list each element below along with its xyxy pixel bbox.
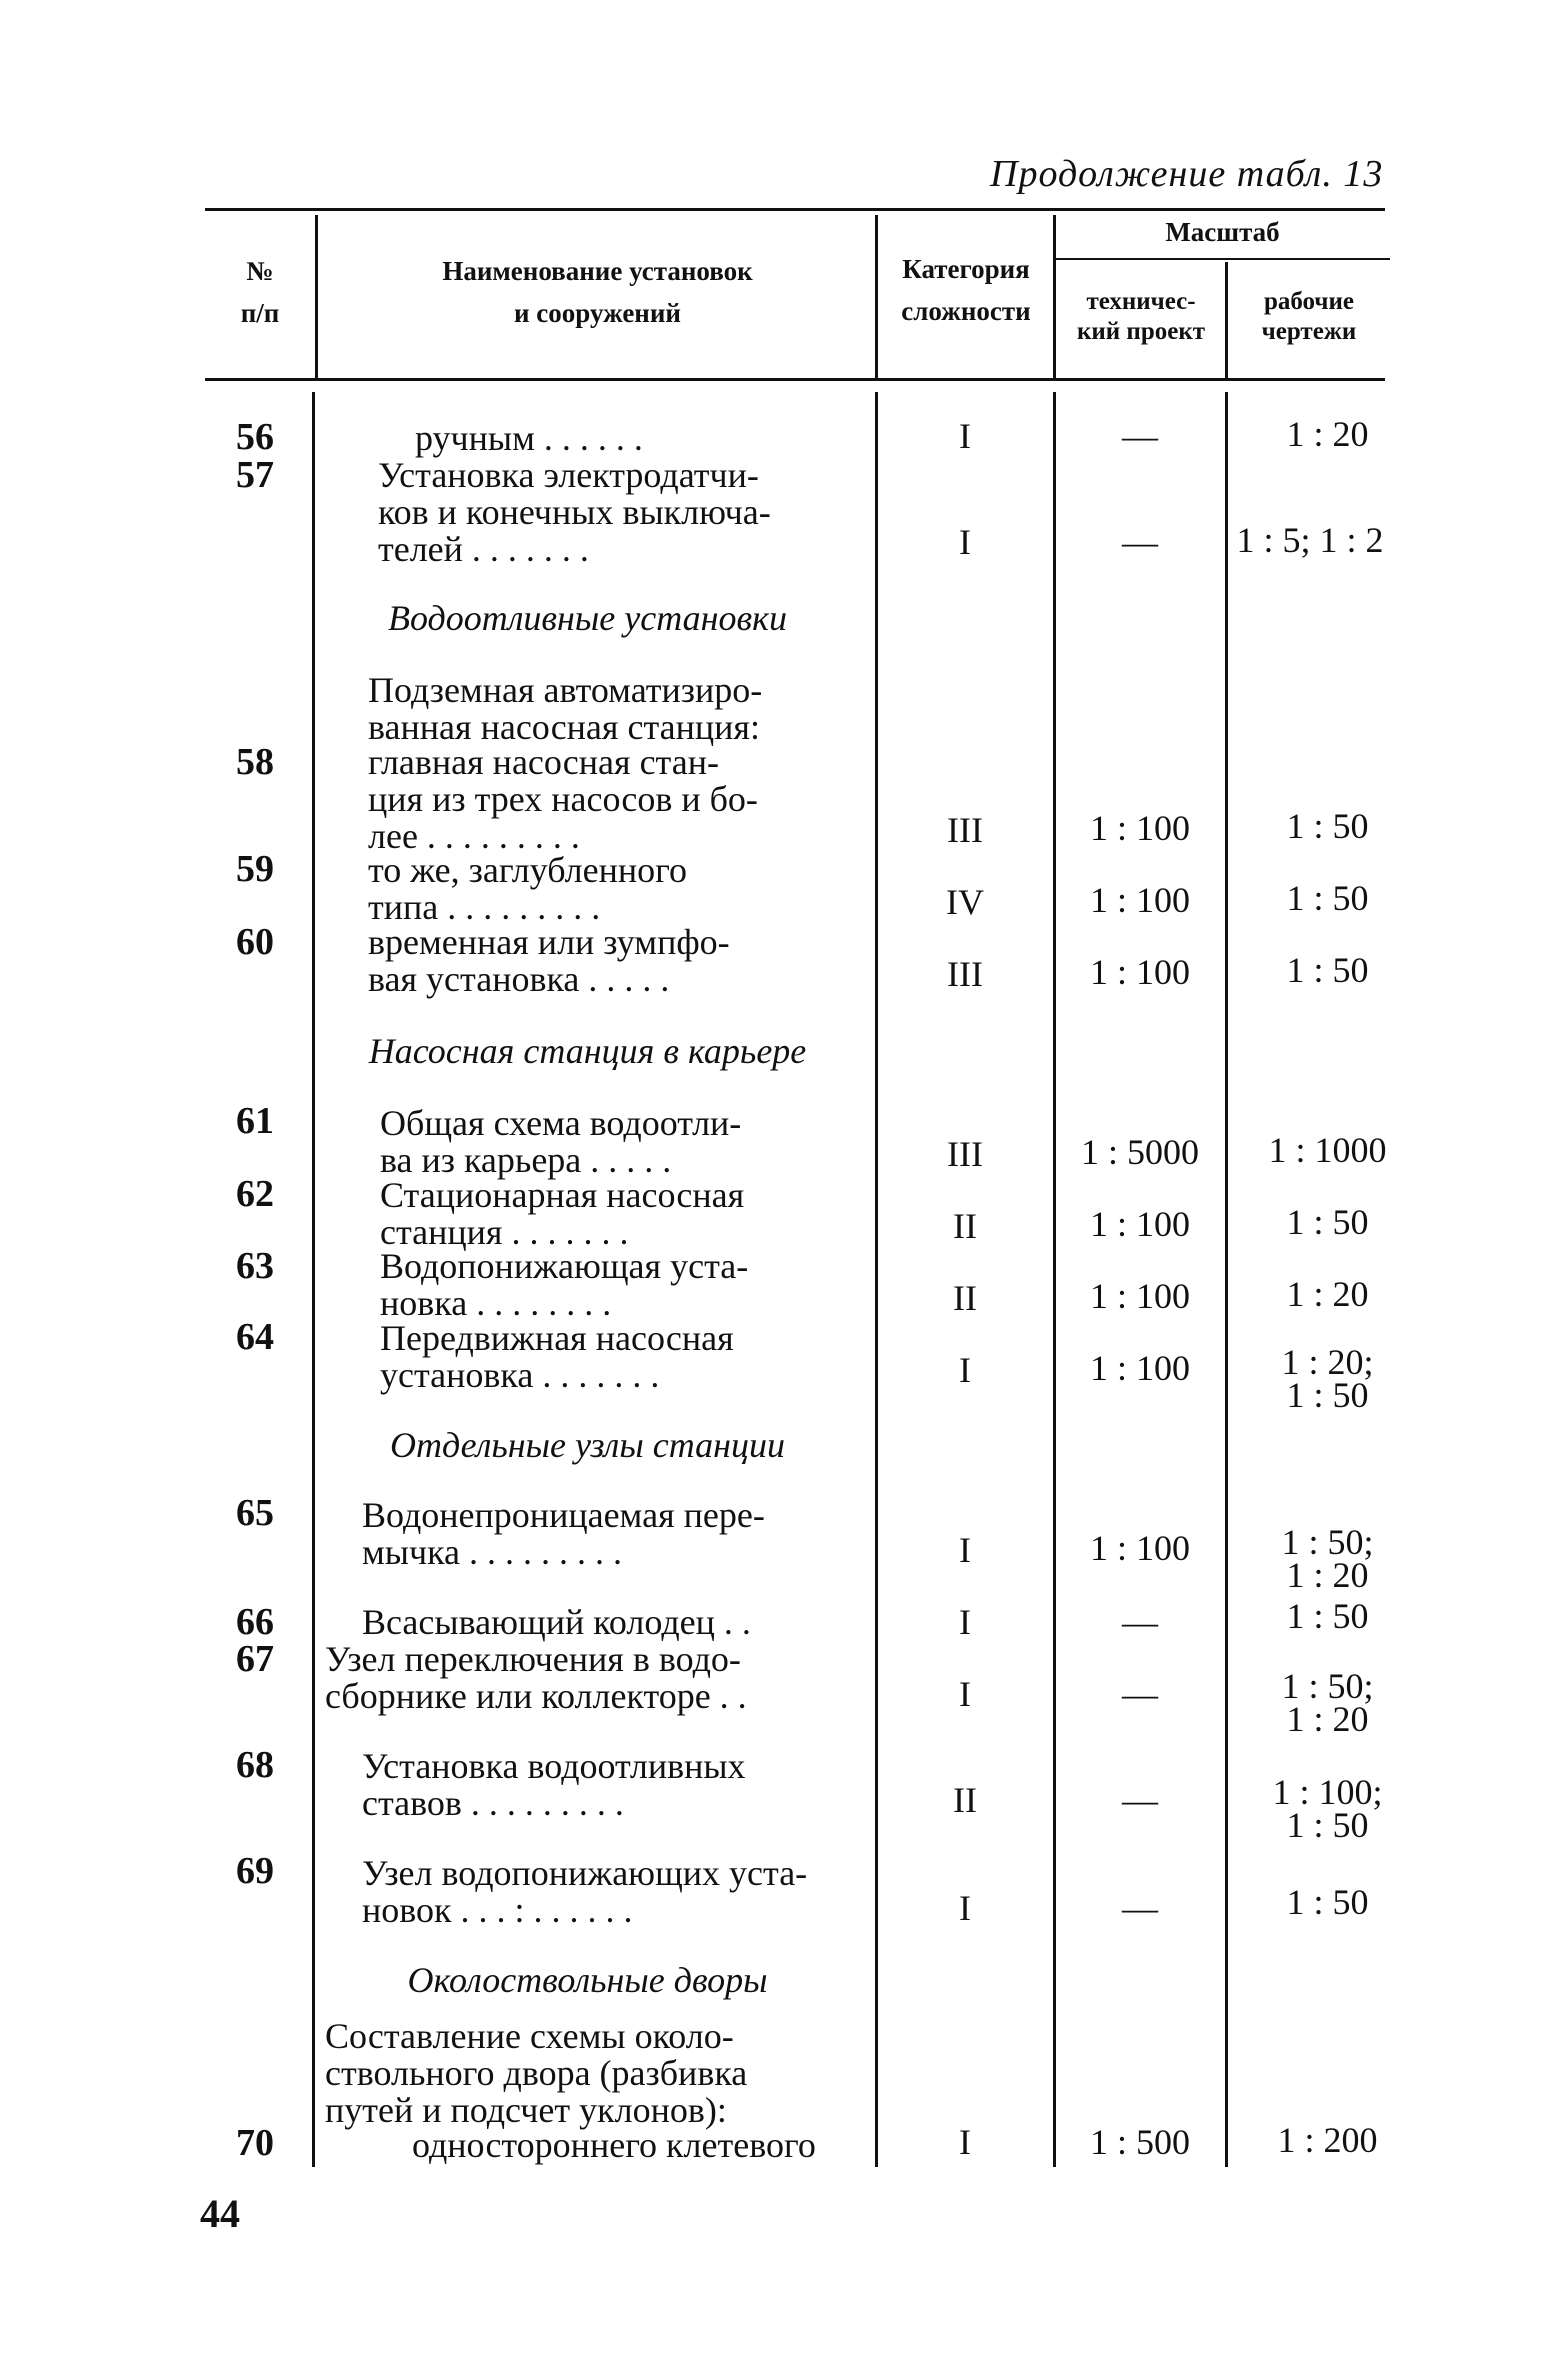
scale-divider-rule xyxy=(1055,258,1390,260)
row-name: Установка электродатчи- ков и конечных выключа- телей . . . . . . . xyxy=(378,455,771,569)
row-number: 61 xyxy=(236,1100,274,1142)
header-tech xyxy=(1056,287,1226,347)
row-name: Всасывающий колодец . . xyxy=(362,1602,751,1642)
header-cat-line1: Категория xyxy=(902,254,1030,284)
row-number: 64 xyxy=(236,1316,274,1358)
row-work-scale: 1 : 50 xyxy=(1286,950,1369,990)
row-number: 57 xyxy=(236,454,274,496)
row-name: Установка водоотливных ставов . . . . . . . . . xyxy=(362,1746,746,1823)
row-tech-scale: 1 : 5000 xyxy=(1080,1132,1199,1172)
body-col-divider-4 xyxy=(1225,392,1228,2167)
group-heading: Подземная автоматизиро- ванная насосная станция: xyxy=(368,670,763,747)
row-number: 66 xyxy=(236,1601,274,1643)
row-tech-scale: 1 : 100 xyxy=(1089,1528,1190,1568)
row-number: 56 xyxy=(236,416,274,458)
row-work-scale: 1 : 50; 1 : 20 xyxy=(1281,1522,1374,1595)
row-name: главная насосная стан- ция из трех насосов и бо- лее . . . . . . . . . xyxy=(368,742,758,856)
row-category: I xyxy=(959,522,971,562)
row-tech-scale: 1 : 100 xyxy=(1089,1204,1190,1244)
row-number: 67 xyxy=(236,1638,274,1680)
row-tech-scale: — xyxy=(1122,1888,1158,1928)
header-name xyxy=(320,250,875,334)
group-heading: Составление схемы около- ствольного двора (разбивка путей и подсчет уклонов): xyxy=(325,2016,748,2130)
row-tech-scale: 1 : 100 xyxy=(1089,880,1190,920)
row-work-scale: 1 : 50; 1 : 20 xyxy=(1281,1666,1374,1739)
header-work-line1: рабочие xyxy=(1263,288,1355,315)
row-category: I xyxy=(959,416,971,456)
header-cat-line2: сложности xyxy=(901,296,1031,326)
row-name: Узел водопонижающих уста- новок . . . : . . . . . . xyxy=(362,1853,808,1930)
row-work-scale: 1 : 20 xyxy=(1286,414,1369,454)
header-num xyxy=(205,250,315,334)
row-number: 63 xyxy=(236,1245,274,1287)
row-category: I xyxy=(959,2122,971,2162)
page-number: 44 xyxy=(200,2191,240,2236)
row-number: 69 xyxy=(236,1850,274,1892)
row-work-scale: 1 : 200 xyxy=(1277,2120,1378,2160)
row-name: Общая схема водоотли- ва из карьера . . . . . xyxy=(380,1103,742,1180)
row-category: I xyxy=(959,1602,971,1642)
header-work xyxy=(1228,287,1390,347)
table-caption: Продолжение табл. 13 xyxy=(990,153,1384,195)
row-name: Водонепроницаемая пере- мычка . . . . . . . . . xyxy=(362,1495,765,1572)
row-work-scale: 1 : 50 xyxy=(1286,1882,1369,1922)
row-work-scale: 1 : 20 xyxy=(1286,1274,1369,1314)
row-tech-scale: 1 : 100 xyxy=(1089,1276,1190,1316)
row-number: 58 xyxy=(236,741,274,783)
header-num-line1: № xyxy=(246,256,274,286)
row-name: Узел переключения в водо- сборнике или коллекторе . . xyxy=(325,1639,747,1716)
row-category: II xyxy=(953,1278,977,1318)
row-number: 68 xyxy=(236,1744,274,1786)
section-heading: Водоотливные установки xyxy=(388,598,787,638)
row-category: I xyxy=(959,1530,971,1570)
row-number: 62 xyxy=(236,1173,274,1215)
row-work-scale: 1 : 50 xyxy=(1286,1596,1369,1636)
row-name: одностороннего клетевого xyxy=(412,2125,816,2165)
row-category: I xyxy=(959,1888,971,1928)
row-tech-scale: — xyxy=(1122,522,1158,562)
row-work-scale: 1 : 50 xyxy=(1286,1202,1369,1242)
row-name: то же, заглубленного типа . . . . . . . . . xyxy=(368,850,688,927)
header-category xyxy=(878,248,1054,332)
row-category: III xyxy=(947,810,983,850)
header-col-divider-1 xyxy=(315,215,318,380)
header-name-line1: Наименование установок xyxy=(442,256,753,286)
row-number: 59 xyxy=(236,848,274,890)
row-category: III xyxy=(947,954,983,994)
row-work-scale: 1 : 50 xyxy=(1286,806,1369,846)
body-col-divider-2 xyxy=(875,392,878,2167)
header-tech-line1: техничес- xyxy=(1086,288,1196,315)
row-number: 70 xyxy=(236,2122,274,2164)
row-category: I xyxy=(959,1350,971,1390)
body-col-divider-1 xyxy=(312,392,315,2167)
header-name-line2: и сооружений xyxy=(514,298,681,328)
row-tech-scale: — xyxy=(1122,1780,1158,1820)
section-heading: Околоствольные дворы xyxy=(407,1960,768,2000)
row-category: II xyxy=(953,1780,977,1820)
section-heading: Отдельные узлы станции xyxy=(389,1425,786,1465)
row-category: I xyxy=(959,1674,971,1714)
section-heading: Насосная станция в карьере xyxy=(368,1031,807,1071)
row-work-scale: 1 : 20; 1 : 50 xyxy=(1281,1342,1374,1415)
row-name: Водопонижающая уста- новка . . . . . . . . xyxy=(380,1246,749,1323)
row-name: Стационарная насосная станция . . . . . . . xyxy=(380,1175,745,1252)
row-category: IV xyxy=(946,882,984,922)
row-tech-scale: 1 : 100 xyxy=(1089,808,1190,848)
row-tech-scale: 1 : 100 xyxy=(1089,952,1190,992)
row-number: 60 xyxy=(236,921,274,963)
row-work-scale: 1 : 1000 xyxy=(1268,1130,1387,1170)
row-name: Передвижная насосная установка . . . . . . . xyxy=(380,1318,734,1395)
row-name: ручным . . . . . . xyxy=(415,418,643,458)
row-work-scale: 1 : 5; 1 : 2 xyxy=(1236,520,1384,560)
row-work-scale: 1 : 100; 1 : 50 xyxy=(1272,1772,1383,1845)
row-category: III xyxy=(947,1134,983,1174)
row-tech-scale: — xyxy=(1122,1674,1158,1714)
row-number: 65 xyxy=(236,1492,274,1534)
row-tech-scale: 1 : 500 xyxy=(1089,2122,1190,2162)
row-work-scale: 1 : 50 xyxy=(1286,878,1369,918)
row-tech-scale: — xyxy=(1122,1602,1158,1642)
header-num-line2: п/п xyxy=(240,298,280,328)
header-scale: Масштаб xyxy=(1165,217,1280,247)
header-work-line2: чертежи xyxy=(1261,318,1357,345)
row-tech-scale: — xyxy=(1122,416,1158,456)
header-tech-line2: кий проект xyxy=(1076,318,1206,345)
row-category: II xyxy=(953,1206,977,1246)
row-name: временная или зумпфо- вая установка . . . . . xyxy=(368,922,730,999)
row-tech-scale: 1 : 100 xyxy=(1089,1348,1190,1388)
header-bottom-rule xyxy=(205,378,1385,381)
